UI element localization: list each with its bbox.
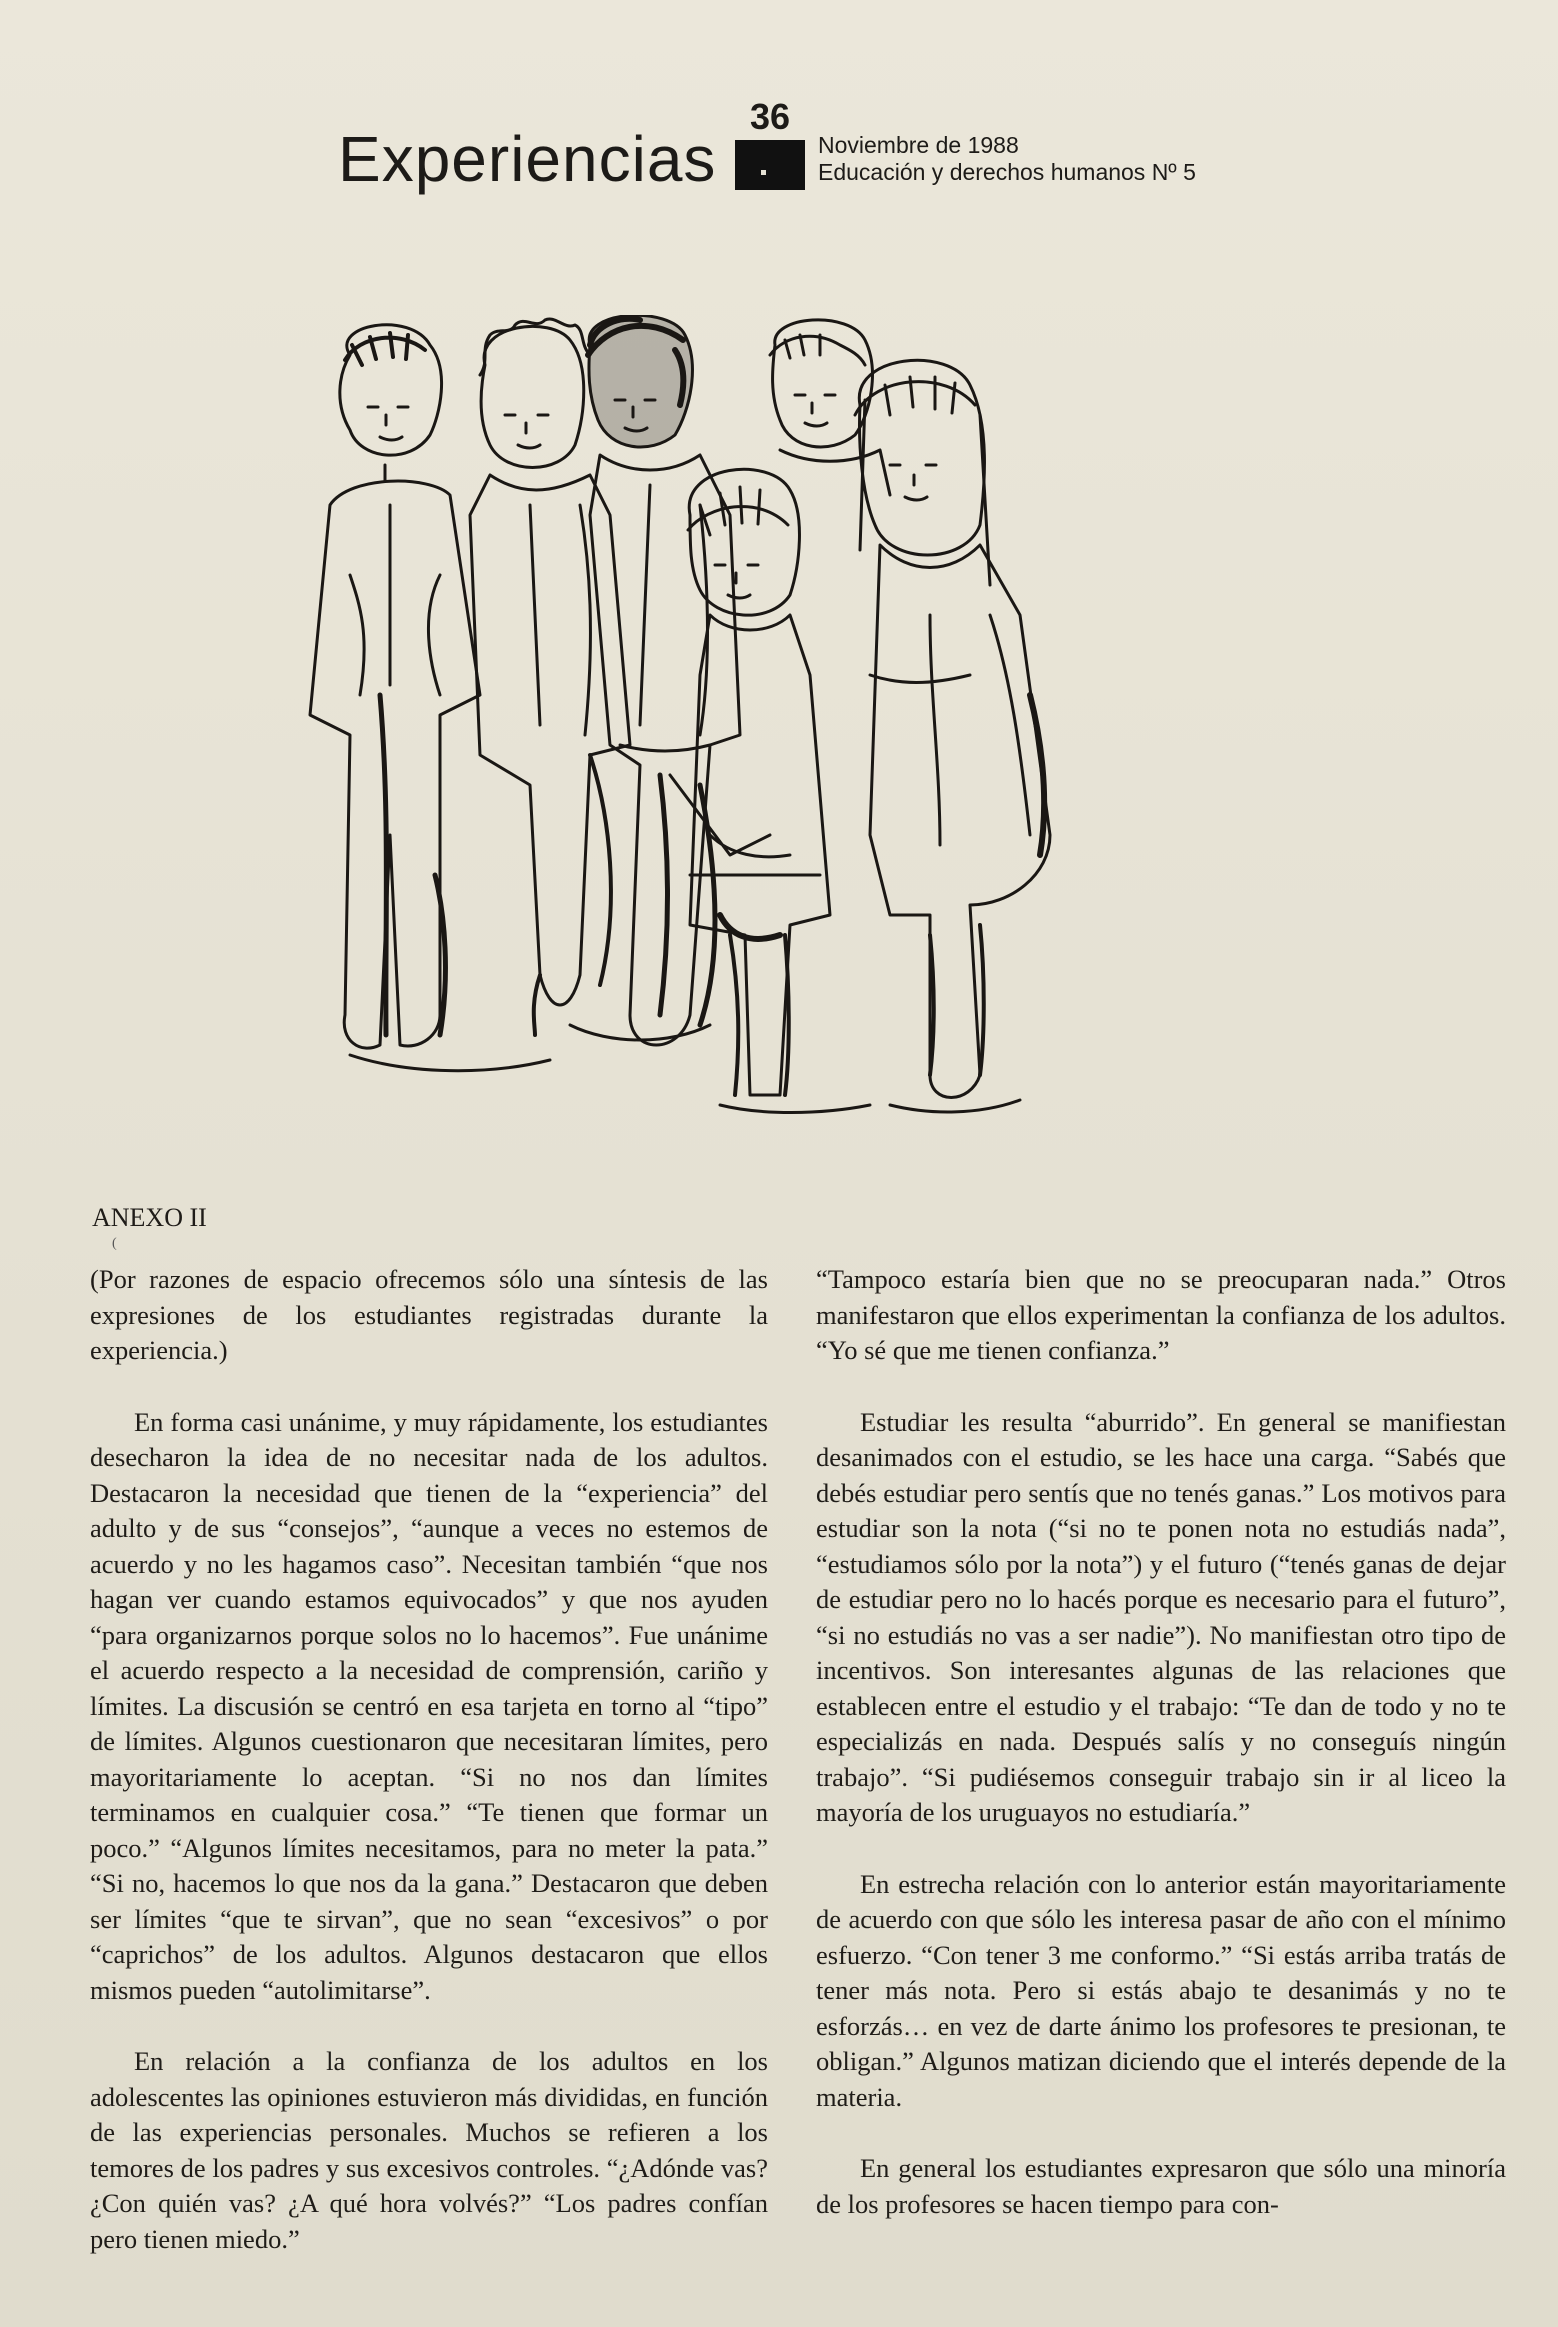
issue-series: Educación y derechos humanos Nº 5 [818,159,1196,185]
right-paragraph-1: “Tampoco estaría bien que no se preocuparan nada.” Otros manifestaron que ellos experimentan la confianza de los adultos. “Yo sé que me tienen confianza.” [816,1264,1506,1365]
right-column [816,1262,1506,2222]
figure-boy-back [770,320,890,495]
left-paragraph-2: En forma casi unánime, y muy rápidamente, los estudiantes desecharon la idea de no necesitar nada de los adultos. Destacaron la necesidad que tienen de la “experiencia” del adulto y de sus “consejos”, “aunque a veces no estemos de acuerdo y no les hagamos caso”. Necesitan también “que nos hagan ver cuando estamos equivocados” y que nos ayuden “para organizarnos porque solos no lo hacemos”. Fue unánime el acuerdo respecto a la necesidad de comprensión, cariño y límites. La discusión se centró en esa tarjeta en torno al “tipo” de límites. Algunos cuestionaron que necesitaran límites, pero mayoritariamente lo aceptan. “Si no nos dan límites terminamos en cualquier cosa.” “Te tienen que formar un poco.” “Algunos límites necesitamos, para no meter la pata.” “Si no, hacemos lo que nos da la gana.” Destacaron que deben ser límites “que te sirvan”, que no sean “excesivos” o por “caprichos” de los adultos. Algunos destacaron que ellos mismos pueden “autolimitarse”. [90,1406,768,2005]
header-black-block [735,140,805,190]
block-dot [761,170,766,175]
issue-date: Noviembre de 1988 [818,132,1019,158]
left-column [90,1262,768,2257]
annex-title: ANEXO II [92,1203,207,1232]
figure-boy-center [588,315,740,1045]
left-paragraph-1: (Por razones de espacio ofrecemos sólo una síntesis de las expresiones de los estudiantes registradas durante la experiencia.) [90,1264,768,1365]
right-paragraph-2: Estudiar les resulta “aburrido”. En general se manifiestan desanimados con el estudio, se les hace una carga. “Sabés que debés estudiar pero sentís que no tenés ganas.” Los motivos para estudiar son la nota (“si no te ponen nota no estudiás nada”, “estudiamos sólo por la nota”) y el futuro (“tenés ganas de dejar de estudiar pero no lo hacés porque es necesario para el futuro”, “si no estudiás no vas a ser nadie”). No manifiestan otro tipo de incentivos. Son interesantes algunas de las relaciones que establecen entre el estudio y el trabajo: “Te dan de todo y no te especializás en nada. Después salís y no conseguís ningún trabajo”. “Si pudiésemos conseguir trabajo sin ir al liceo la mayoría de los uruguayos no estudiaría.” [816,1406,1506,1827]
right-paragraph-3: En estrecha relación con lo anterior están mayoritariamente de acuerdo con que sólo les interesa pasar de año con el mínimo esfuerzo. “Con tener 3 me conformo.” “Si estás arriba tratás de tener más nota. Pero si estás abajo te desanimás y no te esforzás… en vez de darte ánimo los profesores te presionan, te obligan.” Algunos matizan diciendo que el interés depende de la materia. [816,1868,1506,2112]
left-paragraph-3: En relación a la confianza de los adultos en los adolescentes las opiniones estuvieron más divididas, en función de las experiencias personales. Muchos se refieren a los temores de los padres y sus excesivos controles. “¿Adónde vas? ¿Con quién vas? ¿A qué hora volvés?” “Los padres confían pero tienen miedo.” [90,2046,768,2254]
section-title: Experiencias [338,123,717,195]
page-number: 36 [749,96,791,137]
students-illustration [290,315,1250,1145]
stray-mark: ( [112,1236,117,1251]
right-paragraph-4: En general los estudiantes expresaron que sólo una minoría de los profesores se hacen tiempo para con- [816,2153,1506,2219]
figure-girl-bangs [670,469,830,1095]
figure-boy-left [310,325,480,1048]
